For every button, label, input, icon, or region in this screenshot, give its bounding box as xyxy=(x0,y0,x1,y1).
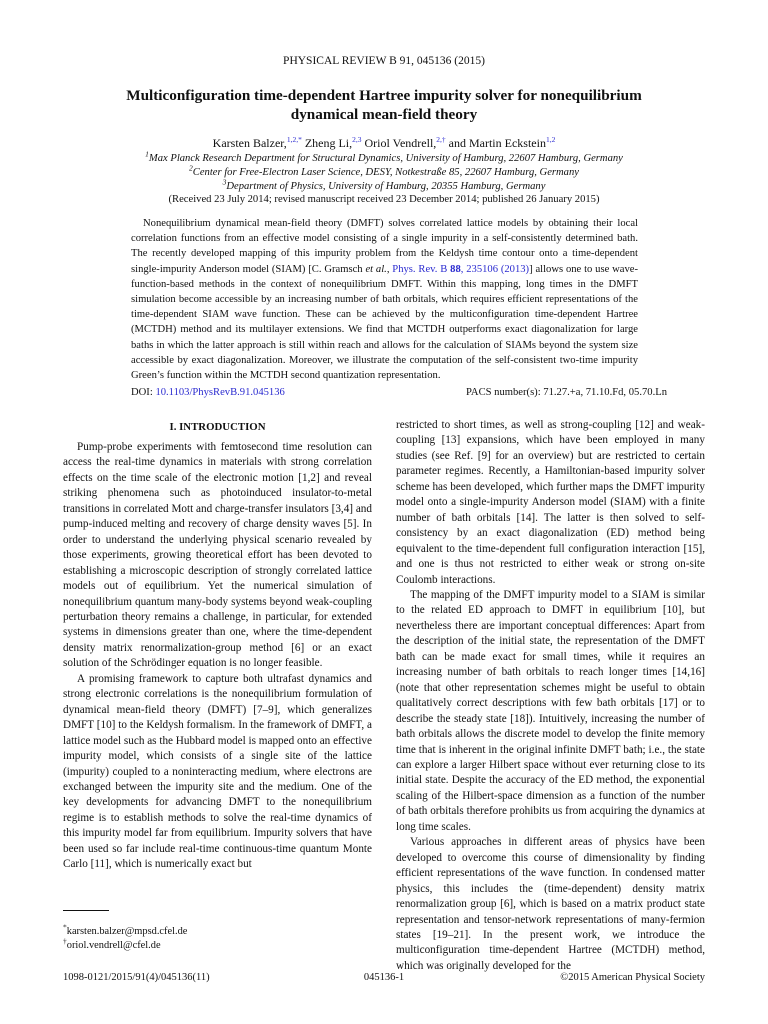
paragraph: The mapping of the DMFT impurity model to a SIAM is similar to the related ED approach to DMFT in equilibrium [10], but nevertheless there are important conceptual differences: Apart from the description of the initial state, the representation of the DMFT bath can be made exact for small times, while it requires an increasing number of bath orbitals to reach longer times [14,16] (note that other representation schemes might be useful to obtain qualitatively correct descriptions with few bath orbitals [17] or to describe the steady state [18]). Intuitively, increasing the number of bath orbitals allows the discrete model to develop the finite memory time that is inherent in the original infinite DMFT bath; i.e., the state can explore a larger Hilbert space without ever returning close to its initial state. Despite the accuracy of the ED method, the exponential scaling of the Hilbert-space dimension as a function of the number of bath orbitals therefore prohibits us from acquiring the dynamics at long time scales. xyxy=(396,588,705,833)
footnote-email: †oriol.vendrell@cfel.de xyxy=(63,936,161,951)
journal-header: PHYSICAL REVIEW B 91, 045136 (2015) xyxy=(283,55,485,67)
author-sup[interactable]: 2,† xyxy=(436,135,446,144)
footnote-rule xyxy=(63,910,109,911)
author-sup[interactable]: 2,3 xyxy=(352,135,362,144)
affiliation-1: $^1$Max Planck Research Department for Structural Dynamics, University of Hamburg, 22607 Hamburg, Germany xyxy=(145,149,623,164)
paragraph: Pump-probe experiments with femtosecond time resolution can access the real-time dynamics in materials with strong correlation effects on the time scale of the electronic motion [1,2] and reveal striking phenomena such as photoinduced insulator-to-metal transitions in correlated Mott and charge-transfer insulators [3,4] and pump-induced melting and recovery of charge density waves [5]. In order to understand the underlying physical scenario revealed by those experiments, growing theoretical effort has been devoted to establishing a microscopic description of strongly correlated lattice models out of equilibrium. Yet the numerical simulation of nonequilibrium quantum many-body systems beyond weak-coupling perturbation theory remains a challenge, in particular, for extended systems in dimensions greater than one, where the time-dependent density matrix renormalization-group method [6] or an exact solution of the Schrödinger equation is no longer feasible. xyxy=(63,441,372,670)
author-sup[interactable]: 1,2,* xyxy=(286,135,302,144)
affiliation-2: $^2$Center for Free-Electron Laser Science, DESY, Notkestraße 85, 22607 Hamburg, Germany xyxy=(189,163,579,178)
page-number: 045136-1 xyxy=(363,972,405,983)
doi-link[interactable]: 10.1103/PhysRevB.91.045136 xyxy=(155,387,285,398)
author-balzer: Karsten Balzer, xyxy=(212,136,287,150)
author-list xyxy=(60,136,708,151)
abstract: Nonequilibrium dynamical mean-field theory (DMFT) solves correlated lattice models by obtaining their local correlation functions from an effective model consisting of a single impurity in a self-consistently determined bath. The recently developed mapping of this impurity problem from the Keldysh time contour onto a time-dependent single-impurity Anderson model (SIAM) [C. Gramsch et al., Phys. Rev. B 88, 235106 (2013)] allows one to use wave-function-based methods in the context of nonequilibrium DMFT. Within this mapping, long times in the DMFT simulation become accessible by an increasing number of bath orbitals, which requires efficient representations of the time-dependent SIAM wave function. These can be achieved by the multiconfiguration time-dependent Hartree (MCTDH) method and its multilayer extensions. We find that MCTDH outperforms exact diagonalization for large baths in which the latter approach is still within reach and allows for the calculation of SIAMs beyond the system size accessible by exact diagonalization. Moreover, we illustrate the computation of the self-consistent two-time impurity Green’s function within the MCTDH second quantization representation. xyxy=(131,218,638,382)
author-eckstein: and Martin Eckstein xyxy=(448,136,546,150)
received-dates: (Received 23 July 2014; revised manuscript received 23 December 2014; published 26 January 2015) xyxy=(168,194,600,205)
section-heading: I. INTRODUCTION xyxy=(169,421,266,433)
footnote-email: *karsten.balzer@mpsd.cfel.de xyxy=(63,922,188,937)
author-vendrell: Oriol Vendrell, xyxy=(364,136,437,150)
paragraph: Various approaches in different areas of physics have been developed to overcome this course of dimensionality by finding efficient representations of the wave function. In condensed matter physics, this includes the (time-dependent) density matrix renormalization group [6], which is based on a matrix product state representation and tensor-network representations of many-fermion states [19–21]. In the present work, we introduce the multiconfiguration time-dependent Hartree (MCTDH) method, which was originally developed for the xyxy=(396,836,705,972)
affiliation-3: $^3$Department of Physics, University of Hamburg, 20355 Hamburg, Germany xyxy=(222,177,546,192)
paragraph: restricted to short times, as well as strong-coupling [12] and weak-coupling [13] expansions, which have been employed in many studies (see Ref. [9] for an overview) but are restricted to certain parameter regimes. Recently, a Hamiltonian-based impurity solver scheme has been developed, which further maps the DMFT impurity model onto a single-impurity Anderson model (SIAM) with a finite number of bath orbitals [14]. The latter is then solved to self-consistency by an exact diagonalization (ED) method being equivalent to the time-dependent full configuration interaction [15], and one is thus not restricted to either weak or strong on-site Coulomb interactions. xyxy=(396,419,705,586)
column-right xyxy=(396,418,705,974)
column-left xyxy=(63,440,372,873)
author-li: Zheng Li, xyxy=(304,136,353,150)
paper-title: Multiconfiguration time-dependent Hartree impurity solver for nonequilibrium dynamical mean-field theory xyxy=(126,87,642,123)
doi: DOI: 10.1103/PhysRevB.91.045136 xyxy=(131,387,285,398)
paragraph: A promising framework to capture both ultrafast dynamics and strong electronic correlations is the nonequilibrium formulation of dynamical mean-field theory (DMFT) [7–9], which generalizes DMFT [10] to the Keldysh formalism. In the framework of DMFT, a lattice model such as the Hubbard model is mapped onto an effective impurity model, which consists of a single site of the lattice (impurity) coupled to a noninteracting medium, where electrons are exchanged between the impurity site and the medium. One of the key developments for advancing DMFT to the nonequilibrium regime is to establish methods to solve the real-time dynamics of this impurity model far from equilibrium. Impurity solvers that have been used so far include real-time continuous-time quantum Monte Carlo [11], which is numerically exact but xyxy=(63,672,372,871)
author-sup[interactable]: 1,2 xyxy=(545,135,556,144)
pacs-numbers: PACS number(s): 71.27.+a, 71.10.Fd, 05.70.Ln xyxy=(466,387,667,398)
copyright: ©2015 American Physical Society xyxy=(560,972,705,983)
footer-issn: 1098-0121/2015/91(4)/045136(11) xyxy=(63,972,210,983)
reference-link[interactable]: Phys. Rev. B 88, 235106 (2013) xyxy=(392,263,530,275)
